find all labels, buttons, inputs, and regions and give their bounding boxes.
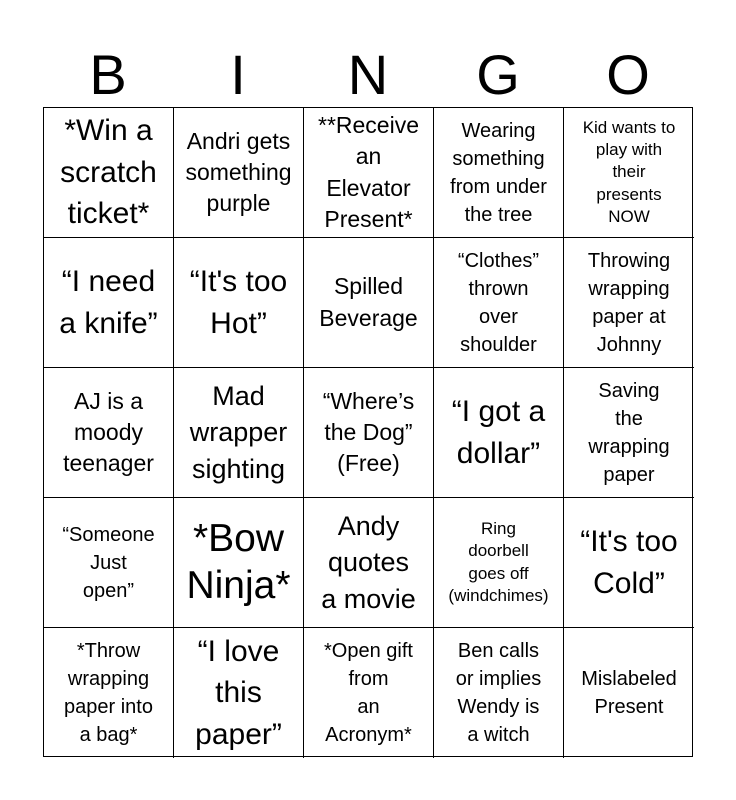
bingo-cell-o3[interactable]: Saving the wrapping paper	[564, 368, 694, 498]
header-letter-g: G	[476, 43, 520, 106]
bingo-cell-b1[interactable]: *Win a scratch ticket*	[44, 108, 174, 238]
bingo-cell-i2[interactable]: “It's too Hot”	[174, 238, 304, 368]
bingo-cell-n1[interactable]: **Receive an Elevator Present*	[304, 108, 434, 238]
bingo-cell-n4[interactable]: Andy quotes a movie	[304, 498, 434, 628]
bingo-cell-o2[interactable]: Throwing wrapping paper at Johnny	[564, 238, 694, 368]
bingo-cell-b5[interactable]: *Throw wrapping paper into a bag*	[44, 628, 174, 758]
bingo-cell-i5[interactable]: “I love this paper”	[174, 628, 304, 758]
bingo-cell-i4[interactable]: *Bow Ninja*	[174, 498, 304, 628]
bingo-cell-o5[interactable]: Mislabeled Present	[581, 668, 677, 718]
header-letter-n: N	[347, 43, 389, 106]
bingo-cell-o4[interactable]: “It's too Cold”	[564, 498, 694, 628]
bingo-cell-b2[interactable]: “I need a knife”	[44, 238, 174, 368]
header-letter-o: O	[606, 43, 650, 106]
bingo-cell-g1[interactable]: Wearing something from under the tree	[434, 108, 564, 238]
bingo-cell-n3[interactable]: “Where’s the Dog” (Free)	[304, 368, 434, 498]
bingo-cell-b4[interactable]: “Someone Just open”	[44, 498, 174, 628]
bingo-cell-g2[interactable]: “Clothes” thrown over shoulder	[434, 238, 564, 368]
bingo-cell-n5[interactable]: *Open gift from an Acronym*	[304, 628, 434, 758]
header-letter-i: I	[230, 43, 246, 106]
bingo-cell-g3[interactable]: “I got a dollar”	[434, 368, 564, 498]
bingo-cell-i1[interactable]: Andri gets something purple	[174, 108, 304, 238]
bingo-cell-o1[interactable]: Kid wants to play with their presents NOW	[564, 108, 694, 238]
bingo-header	[43, 44, 693, 106]
bingo-board	[43, 107, 693, 757]
bingo-cell-g4[interactable]: Ring doorbell goes off (windchimes)	[434, 498, 564, 628]
bingo-cell-i3[interactable]: Mad wrapper sighting	[174, 368, 304, 498]
bingo-cell-b3[interactable]: AJ is a moody teenager	[44, 368, 174, 498]
bingo-cell-g5[interactable]: Ben calls or implies Wendy is a witch	[434, 628, 564, 758]
bingo-cell-n2[interactable]: Spilled Beverage	[304, 238, 434, 368]
header-letter-b: B	[89, 43, 127, 106]
